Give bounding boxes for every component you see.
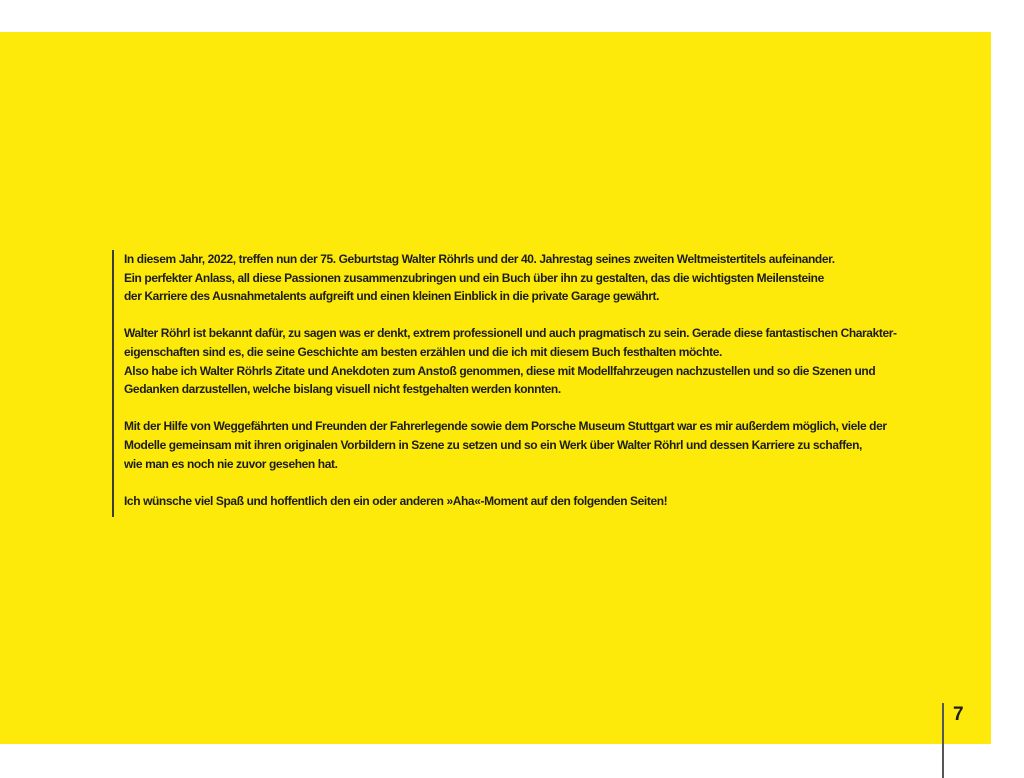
intro-paragraph-2 [124,324,984,398]
text-line: Ein perfekter Anlass, all diese Passionen zusammenzubringen und ein Buch über ihn zu gestalten, das die wichtigsten Meilensteine [124,270,824,285]
intro-paragraph-1 [124,250,984,306]
text-line: der Karriere des Ausnahmetalents aufgreift und einen kleinen Einblick in die private Garage gewährt. [124,289,660,304]
text-line: wie man es noch nie zuvor gesehen hat. [124,456,338,471]
intro-text-rule [112,250,114,517]
text-line: eigenschaften sind es, die seine Geschichte am besten erzählen und die ich mit diesem Buch festhalten möchte. [124,344,722,359]
text-line: Gedanken darzustellen, welche bislang visuell nicht festgehalten werden konnten. [124,382,561,397]
text-line: Ich wünsche viel Spaß und hoffentlich den ein oder anderen »Aha«-Moment auf den folgenden Seiten! [124,493,668,508]
text-line: Mit der Hilfe von Weggefährten und Freunden der Fahrerlegende sowie dem Porsche Museum Stuttgart war es mir außerdem möglich, viele der [124,419,887,434]
page-number-rule [942,703,944,778]
text-line: Modelle gemeinsam mit ihren originalen Vorbildern in Szene zu setzen und so ein Werk über Walter Röhrl und dessen Karriere zu schaffen, [124,437,862,452]
text-line: In diesem Jahr, 2022, treffen nun der 75. Geburtstag Walter Röhrls und der 40. Jahrestag seines zweiten Weltmeistertitels aufeinander. [124,252,835,266]
intro-text-block [124,250,984,510]
text-line: Also habe ich Walter Röhrls Zitate und Anekdoten zum Anstoß genommen, diese mit Modellfahrzeugen nachzustellen und so die Szenen und [124,363,876,378]
intro-paragraph-3 [124,417,984,473]
text-line: Walter Röhrl ist bekannt dafür, zu sagen was er denkt, extrem professionell und auch pragmatisch zu sein. Gerade diese fantastischen Charakter- [124,326,897,341]
book-page [0,32,991,744]
intro-paragraph-4 [124,492,984,511]
page-number: 7 [953,704,964,725]
